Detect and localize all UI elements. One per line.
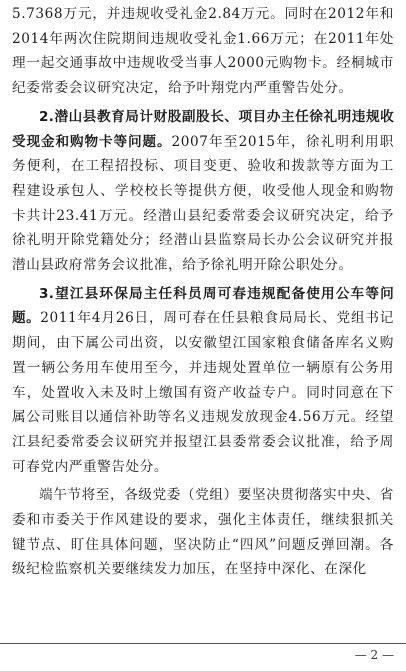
case-3-body: 2011年4月26日，周可春在任县粮食局局长、党组书记期间，由下属公司出资，以安徽望江国家粮食储备库名义购置一辆公务用车使用至今，并违规处置单位一辆原有公务用车，处置收入未及时上缴国有资产收益专户。同时同意在下属公司账目以通信补助等名义违规发放现金4.56万元。经望江县纪委常委会议研究并报望江县委常委会议批准，给予周可春党内严重警告处分。 bbox=[12, 310, 394, 475]
page-number: — 2 — bbox=[354, 648, 394, 662]
footer-divider bbox=[0, 643, 406, 644]
continued-paragraph: 5.7368万元，并违规收受礼金2.84万元。同时在2012年和2014年两次住院期间违规收受礼金1.66万元；在2011年处理一起交通事故中违规收受当事人2000元购物卡。经桐城市纪委常委会议研究决定，给予叶翔党内严重警告处分。 bbox=[12, 6, 394, 97]
case-2-body: 2007年至2015年，徐礼明利用职务便利，在工程招投标、项目变更、验收和拨款等方面为工程建设承包人、学校校长等提供方便，收受他人现金和购物卡共计23.41万元。经潜山县纪委常委会议研究决定，给予徐礼明开除党籍处分；经潜山县监察局长办公会议研究并报潜山县政府常务会议批准，给予徐礼明开除公职处分。 bbox=[12, 133, 394, 274]
case-2-paragraph bbox=[12, 105, 394, 278]
case-3-heading: 3.望江县环保局主任科员周可春违规配备使用公车等问题。 bbox=[12, 285, 394, 327]
closing-paragraph: 端午节将至，各级党委（党组）要坚决贯彻落实中央、省委和市委关于作风建设的要求，强化主体责任，继续狠抓关键节点、盯住具体问题，坚决防止“四风”问题反弹回潮。各级纪检监察机关要继续发力加压，在坚持中深化、在深化 bbox=[12, 487, 394, 578]
case-3-paragraph bbox=[12, 282, 394, 480]
case-2-heading: 2.潜山县教育局计财股副股长、项目办主任徐礼明违规收受现金和购物卡等问题。 bbox=[12, 108, 394, 150]
